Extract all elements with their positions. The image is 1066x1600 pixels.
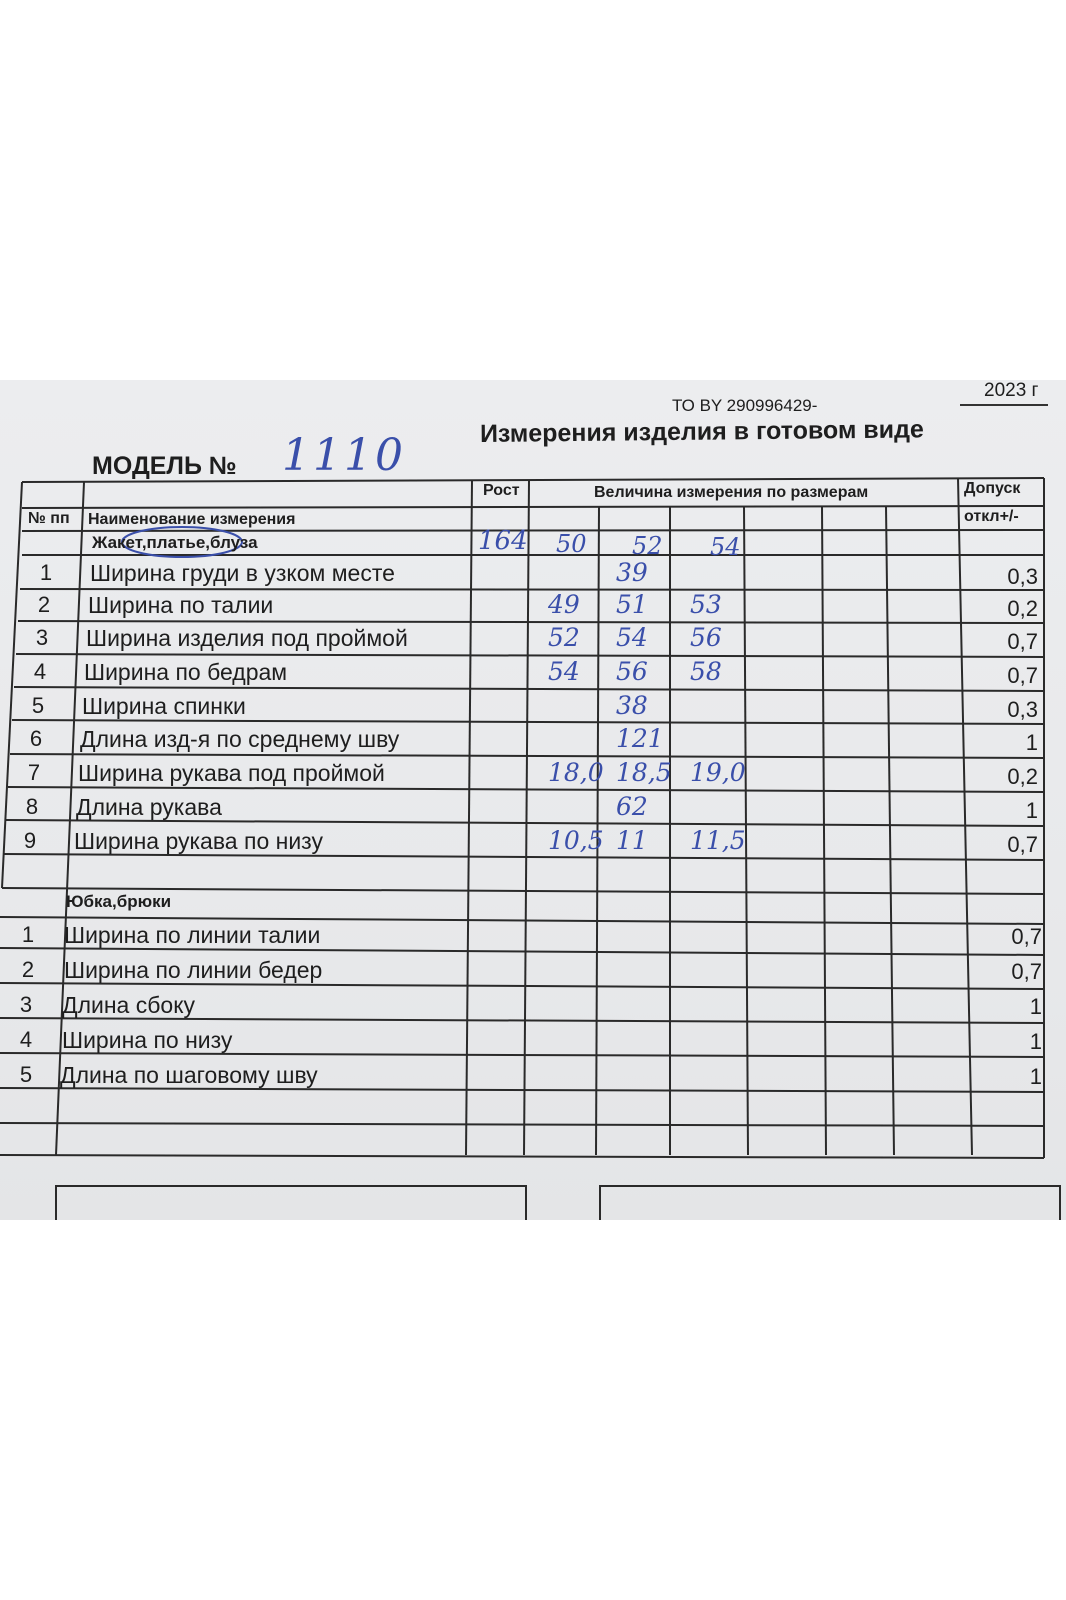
row-number: 7	[27, 760, 41, 785]
document-sheet	[0, 380, 1066, 1220]
row-number: 4	[33, 659, 47, 684]
document-year: 2023 г	[984, 380, 1039, 401]
row-measurement-name: Ширина изделия под проймой	[86, 625, 408, 651]
row-measurement-name: Ширина по линии бедер	[64, 957, 323, 983]
row-size-value-handwritten: 56	[616, 657, 648, 686]
row-measurement-name: Ширина рукава под проймой	[78, 760, 385, 786]
header-sizes: Величина измерения по размерам	[594, 484, 869, 501]
row-size-value-handwritten: 54	[548, 657, 580, 686]
row-tolerance: 1	[1029, 994, 1042, 1019]
row-tolerance: 1	[1029, 1029, 1042, 1054]
row-size-value-handwritten: 54	[616, 623, 648, 652]
size-52-handwritten: 52	[632, 532, 663, 560]
row-number: 6	[29, 726, 43, 751]
row-tolerance: 0,7	[1011, 924, 1042, 949]
row-size-value-handwritten: 62	[616, 792, 648, 821]
section-label-jacket: Жакет,платье,блуза	[92, 533, 258, 552]
row-measurement-name: Длина сбоку	[62, 992, 196, 1018]
header-height: Рост	[483, 482, 520, 499]
row-size-value-handwritten: 56	[690, 623, 722, 652]
page-title: Измерения изделия в готовом виде	[479, 415, 924, 448]
row-tolerance: 0,7	[1007, 832, 1038, 857]
row-size-value-handwritten: 51	[616, 590, 648, 619]
row-tolerance: 0,7	[1011, 959, 1042, 984]
height-value-handwritten: 164	[478, 526, 528, 556]
row-measurement-name: Длина рукава	[76, 794, 222, 820]
size-50-handwritten: 50	[556, 530, 587, 558]
row-measurement-name: Ширина по талии	[88, 592, 274, 618]
row-tolerance: 0,7	[1007, 629, 1038, 654]
row-number: 4	[19, 1027, 33, 1052]
row-measurement-name: Ширина по линии талии	[64, 922, 321, 948]
row-measurement-name: Длина по шаговому шву	[60, 1062, 318, 1088]
row-number: 1	[39, 560, 53, 585]
header-tolerance-line1: Допуск	[964, 480, 1021, 497]
row-measurement-name: Ширина рукава по низу	[74, 828, 323, 854]
row-tolerance: 1	[1025, 730, 1038, 755]
section-label-skirt: Юбка,брюки	[66, 892, 172, 911]
row-tolerance: 0,2	[1007, 764, 1038, 789]
row-measurement-name: Ширина груди в узком месте	[90, 560, 395, 586]
row-number: 2	[21, 957, 35, 982]
row-size-value-handwritten: 11	[616, 826, 648, 855]
row-size-value-handwritten: 38	[616, 691, 648, 720]
row-size-value-handwritten: 121	[616, 724, 664, 753]
row-measurement-name: Ширина по низу	[62, 1027, 233, 1053]
header-num: № пп	[28, 510, 70, 527]
row-measurement-name: Ширина спинки	[82, 693, 246, 719]
row-tolerance: 1	[1029, 1064, 1042, 1089]
row-tolerance: 1	[1025, 798, 1038, 823]
row-number: 3	[19, 992, 33, 1017]
row-size-value-handwritten: 52	[548, 623, 580, 652]
row-number: 5	[19, 1062, 33, 1087]
row-number: 5	[31, 693, 45, 718]
header-tolerance-line2: откл+/-	[964, 508, 1019, 525]
row-number: 3	[35, 625, 49, 650]
row-measurement-name: Длина изд-я по среднему шву	[80, 726, 400, 752]
row-size-value-handwritten: 19,0	[690, 758, 746, 787]
row-number: 9	[23, 828, 37, 853]
row-tolerance: 0,2	[1007, 596, 1038, 621]
document-code: ТО BY 290996429-	[672, 396, 818, 415]
row-size-value-handwritten: 39	[616, 558, 648, 587]
size-54-handwritten: 54	[710, 533, 741, 561]
row-size-value-handwritten: 18,0	[548, 758, 604, 787]
model-label: МОДЕЛЬ №	[92, 452, 237, 480]
row-tolerance: 0,7	[1007, 663, 1038, 688]
header-name: Наименование измерения	[88, 511, 296, 528]
row-size-value-handwritten: 11,5	[690, 826, 746, 855]
row-tolerance: 0,3	[1007, 697, 1038, 722]
row-measurement-name: Ширина по бедрам	[84, 659, 288, 685]
model-number-handwritten: 1110	[282, 430, 406, 481]
row-size-value-handwritten: 10,5	[548, 826, 604, 855]
row-size-value-handwritten: 49	[548, 590, 580, 619]
row-number: 1	[21, 922, 35, 947]
row-number: 2	[37, 592, 51, 617]
row-size-value-handwritten: 53	[690, 590, 722, 619]
row-number: 8	[25, 794, 39, 819]
row-size-value-handwritten: 58	[690, 657, 722, 686]
row-size-value-handwritten: 18,5	[616, 758, 672, 787]
row-tolerance: 0,3	[1007, 564, 1038, 589]
